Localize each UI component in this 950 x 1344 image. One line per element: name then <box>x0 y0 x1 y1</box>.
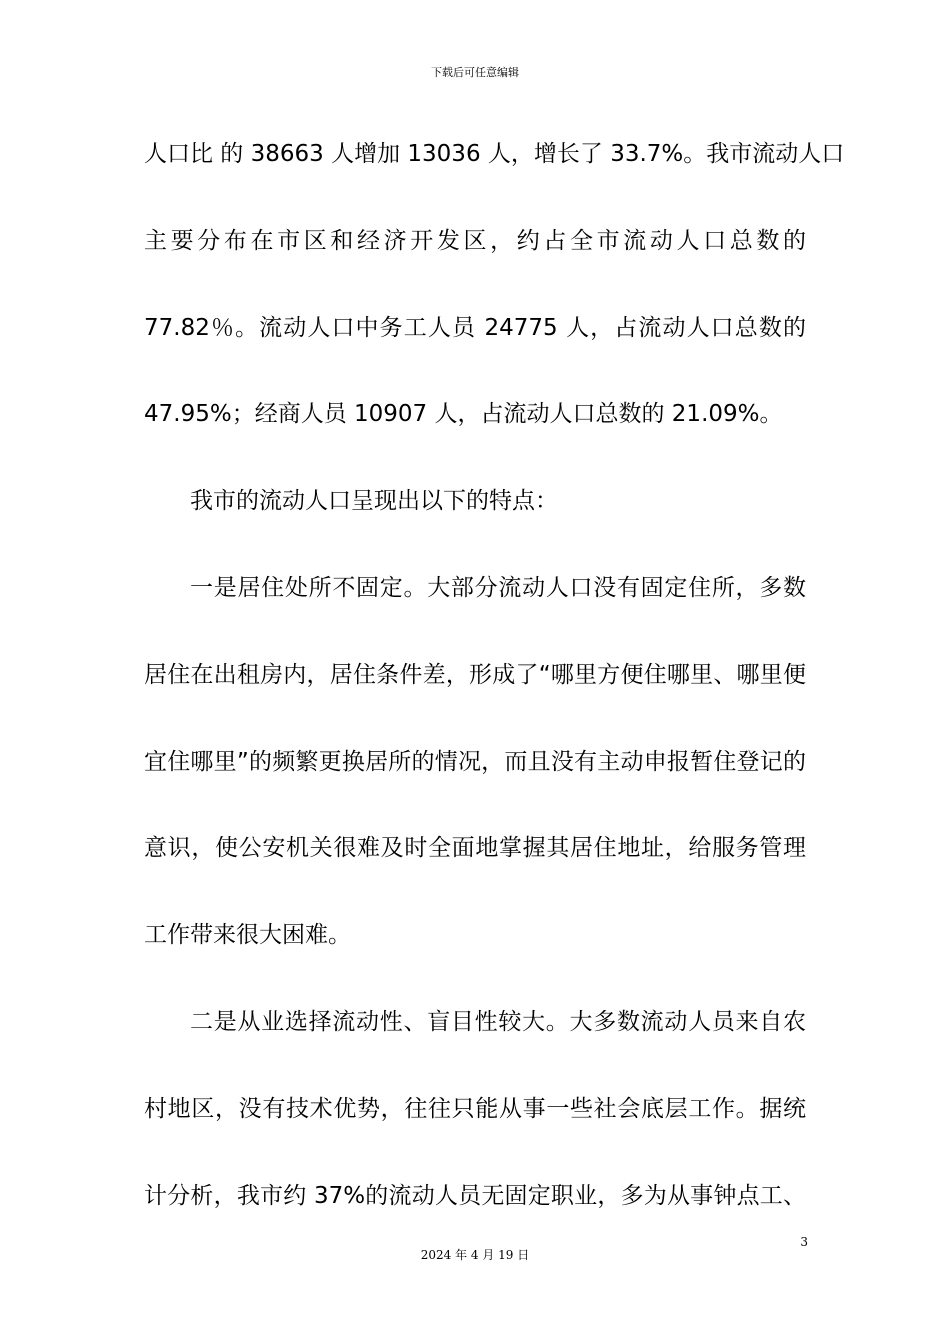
paragraph-first-line: 我市的流动人口呈现出以下的特点： <box>190 488 558 515</box>
text-line: 居住在出租房内，居住条件差，形成了“哪里方便住哪里、哪里便 <box>144 661 806 688</box>
paragraph-first-line: 二是从业选择流动性、盲目性较大。大多数流动人员来自农 <box>190 1008 806 1035</box>
footer-date: 2024 年 4 月 19 日 <box>420 1248 530 1262</box>
text-line: 村地区，没有技术优势，往往只能从事一些社会底层工作。据统 <box>144 1095 806 1122</box>
text-line: 计分析，我市约 37%的流动人员无固定职业，多为从事钟点工、 <box>144 1182 806 1209</box>
page-header: 下载后可任意编辑 <box>431 66 519 79</box>
text-line: 人口比 的 38663 人增加 13036 人，增长了 33.7%。我市流动人口 <box>144 141 845 167</box>
text-line: 主要分布在市区和经济开发区，约占全市流动人口总数的 <box>144 227 806 254</box>
text-line: 宜住哪里”的频繁更换居所的情况，而且没有主动申报暂住登记的 <box>144 748 806 775</box>
text-line: 工作带来很大困难。 <box>144 922 351 949</box>
body-text <box>144 128 845 1256</box>
text-line: 77.82％。流动人口中务工人员 24775 人，占流动人口总数的 <box>144 314 806 341</box>
paragraph-first-line: 一是居住处所不固定。大部分流动人口没有固定住所，多数 <box>190 574 806 601</box>
text-line: 47.95%；经商人员 10907 人，占流动人口总数的 21.09%。 <box>144 401 783 428</box>
text-line: 意识，使公安机关很难及时全面地掌握其居住地址，给服务管理 <box>144 835 806 862</box>
page-number: 3 <box>800 1235 808 1249</box>
